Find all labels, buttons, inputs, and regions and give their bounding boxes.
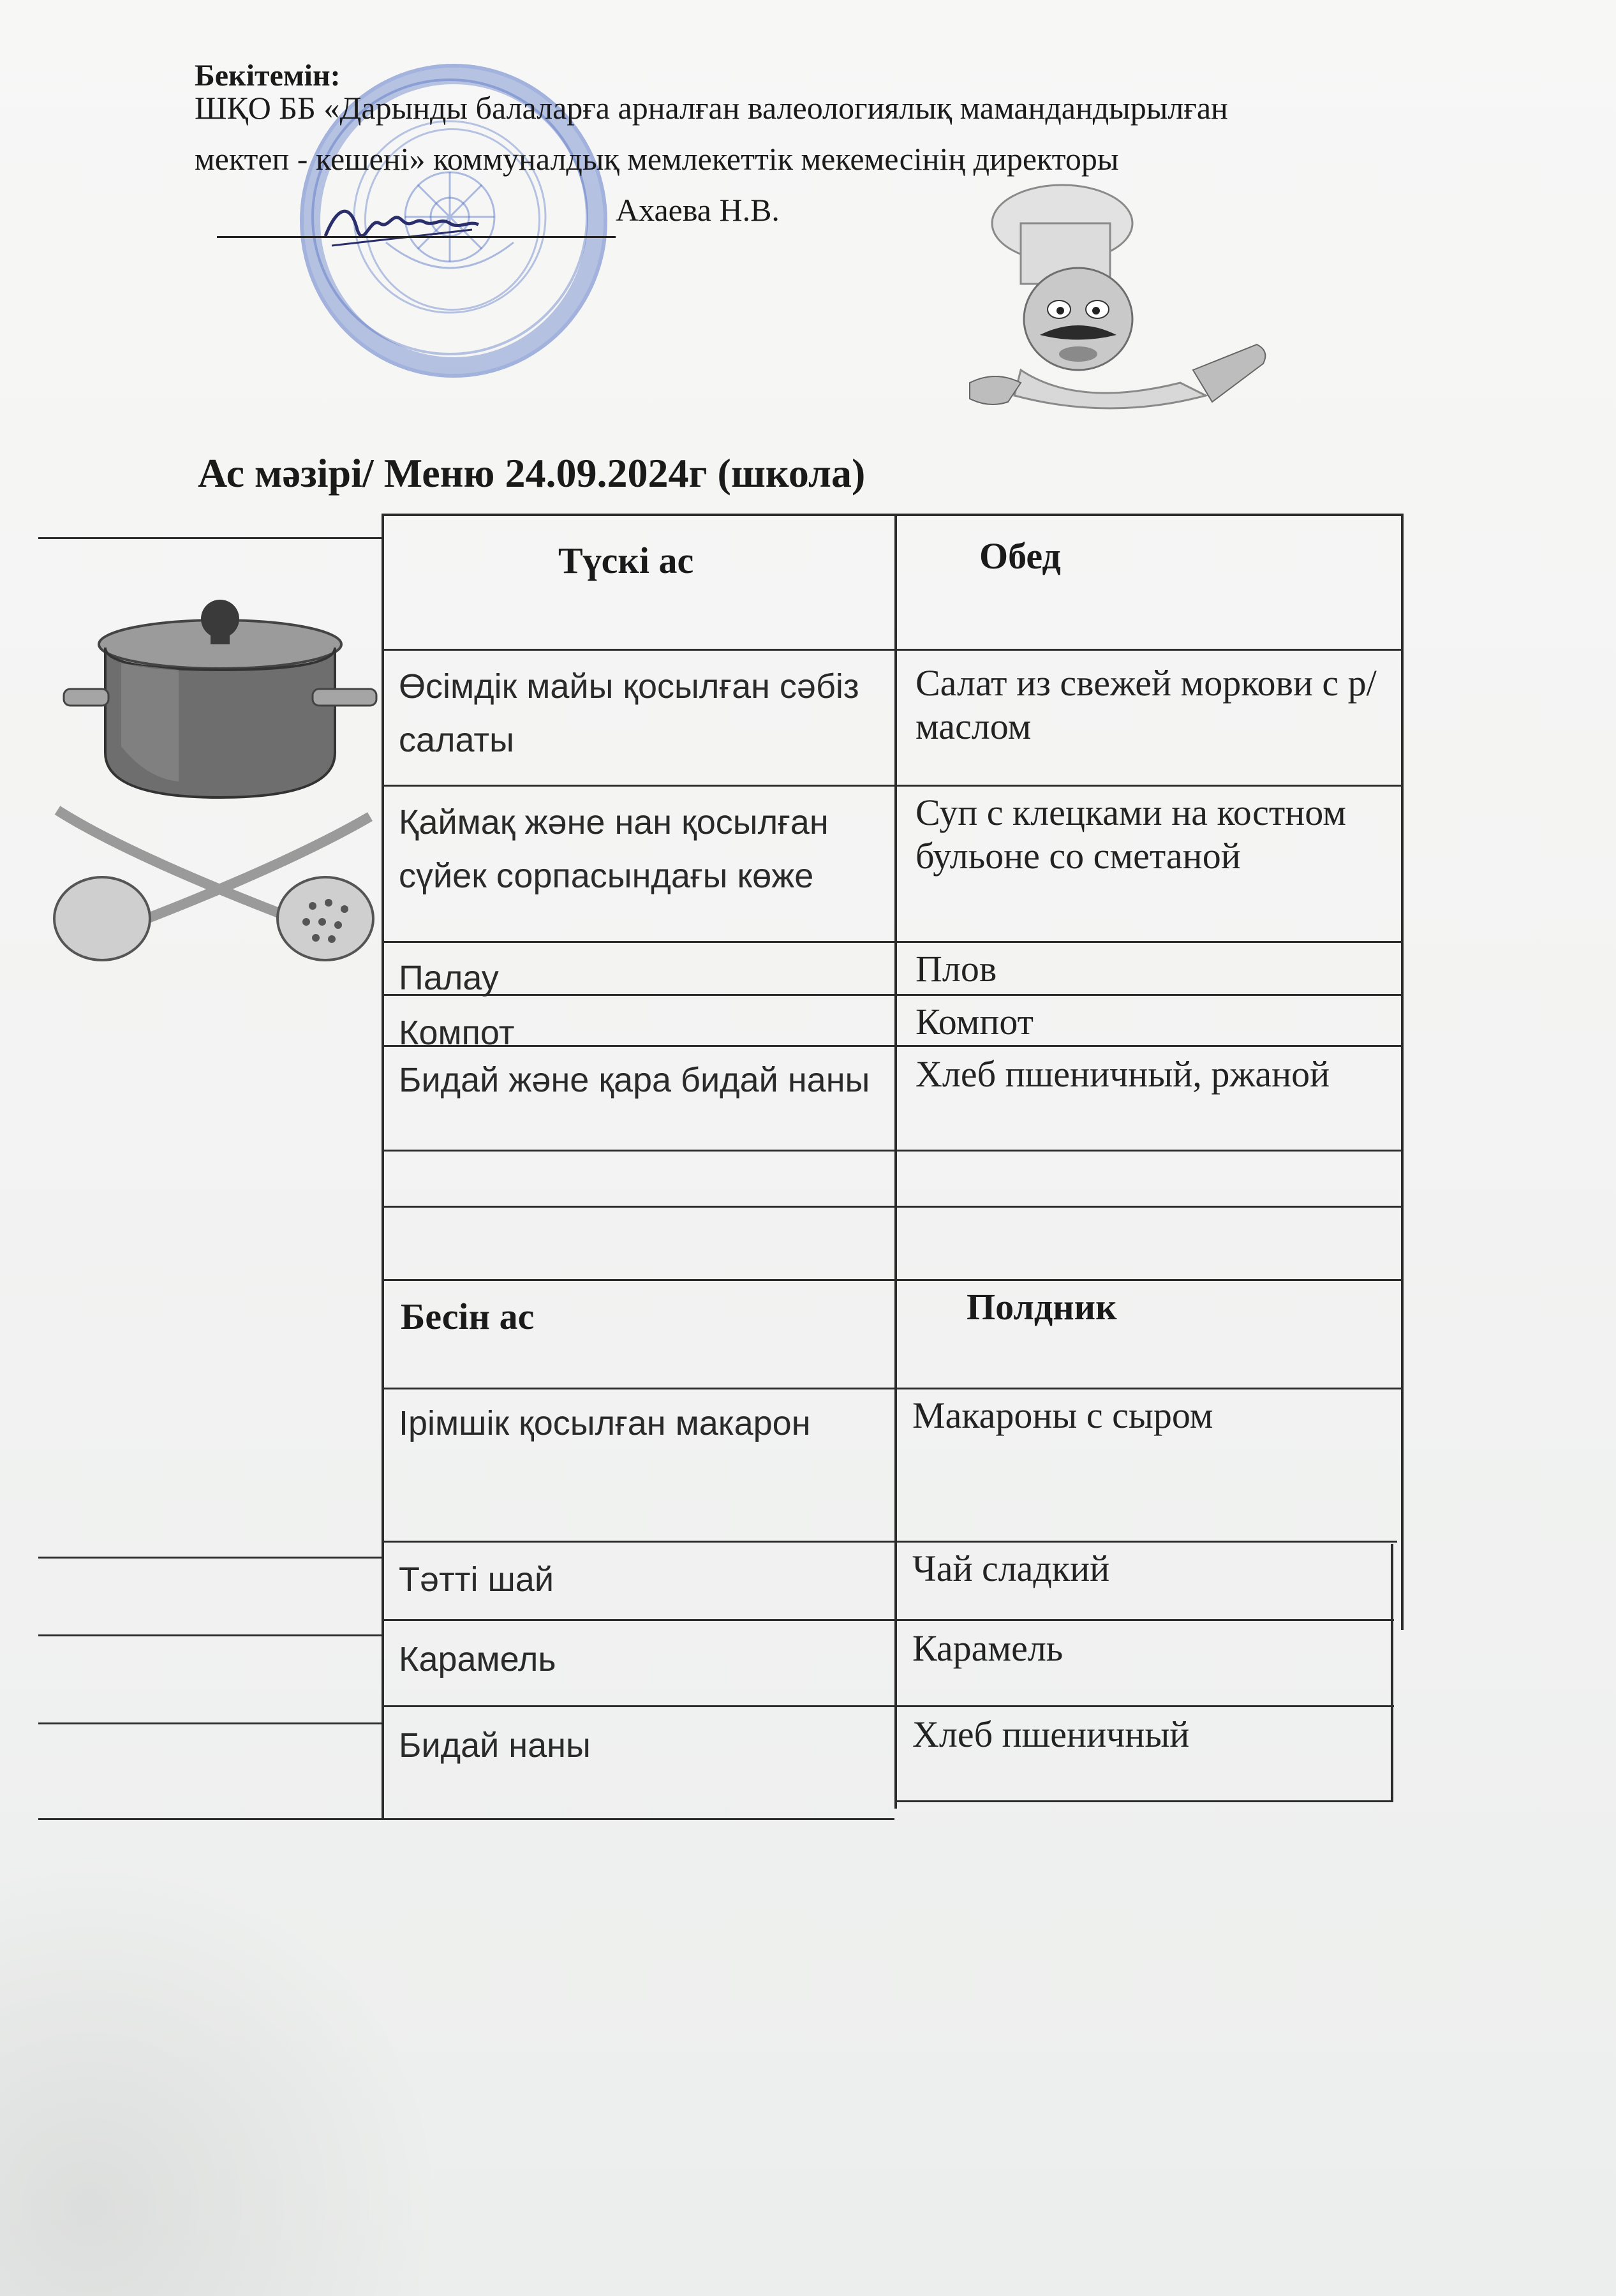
table-middle-border [894,514,897,1809]
table-right-border-lower [1391,1544,1393,1802]
header-lunch-ru: Обед [979,535,1061,577]
lunch-item-ru: Салат из свежей моркови с р/маслом [915,662,1377,748]
approval-title: Бекітемін: [195,59,341,93]
lunch-item-ru: Компот [915,1001,1034,1042]
page-shadow [0,1850,447,2296]
row-line [383,1705,1394,1707]
snack-item-ru: Карамель [912,1627,1064,1669]
row-line [383,1279,1404,1281]
row-line [383,649,1404,651]
snack-item-ru: Макароны с сыром [912,1395,1213,1436]
snack-item-kz: Карамель [399,1640,556,1678]
row-line-left [38,1722,383,1724]
lunch-item-kz: Өсімдік майы қосылған сәбіз салаты [399,667,859,759]
table-left-border [382,514,384,1818]
table-right-border-upper [1401,514,1404,1630]
lunch-item-ru: Суп с клецками на костном бульоне со сметаной [915,792,1346,877]
lunch-item-kz: Қаймақ және нан қосылған сүйек сорпасындағы көже [399,803,829,895]
header-lunch-kz: Түскі ас [558,540,694,581]
snack-item-ru: Хлеб пшеничный [912,1714,1190,1755]
header-snack-ru: Полдник [967,1286,1117,1328]
row-line [383,941,1404,943]
approval-line-1: ШҚО ББ «Дарынды балаларға арналған валеологиялық мамандандырылған [195,90,1228,126]
pot-and-ladles-illustration [51,587,383,970]
approval-line-2: мектеп - кешені» коммуналдық мемлекеттік мекемесінің директоры [195,141,1119,177]
row-line [383,785,1404,787]
row-line [383,1150,1404,1152]
snack-item-ru: Чай сладкий [912,1548,1110,1589]
chef-illustration [944,179,1301,434]
signature-line [217,236,616,238]
row-line-left [38,1634,383,1636]
table-left-top-line [38,537,383,539]
menu-title: Ас мәзірі/ Меню 24.09.2024г (школа) [198,450,866,496]
row-line [383,994,1404,996]
row-line-left [38,1557,383,1559]
lunch-item-kz: Бидай және қара бидай наны [399,1061,870,1099]
lunch-item-kz: Компот [399,1014,515,1052]
header-snack-kz: Бесін ас [401,1296,535,1337]
lunch-item-kz: Палау [399,959,499,997]
row-line [894,1800,1392,1802]
row-line [383,1541,1397,1543]
row-line [383,1619,1394,1621]
table-bottom-border [38,1818,894,1820]
director-signature [319,191,485,255]
director-name: Ахаева Н.В. [616,192,780,228]
snack-item-kz: Ірімшік қосылған макарон [399,1404,811,1442]
snack-item-kz: Бидай наны [399,1726,591,1765]
lunch-item-ru: Плов [915,948,997,989]
snack-item-kz: Тәтті шай [399,1560,554,1599]
row-line [383,1045,1404,1047]
table-top-border [383,514,1404,516]
row-line [383,1388,1404,1389]
row-line [383,1206,1404,1208]
lunch-item-ru: Хлеб пшеничный, ржаной [915,1053,1330,1095]
approval-block [195,61,341,91]
